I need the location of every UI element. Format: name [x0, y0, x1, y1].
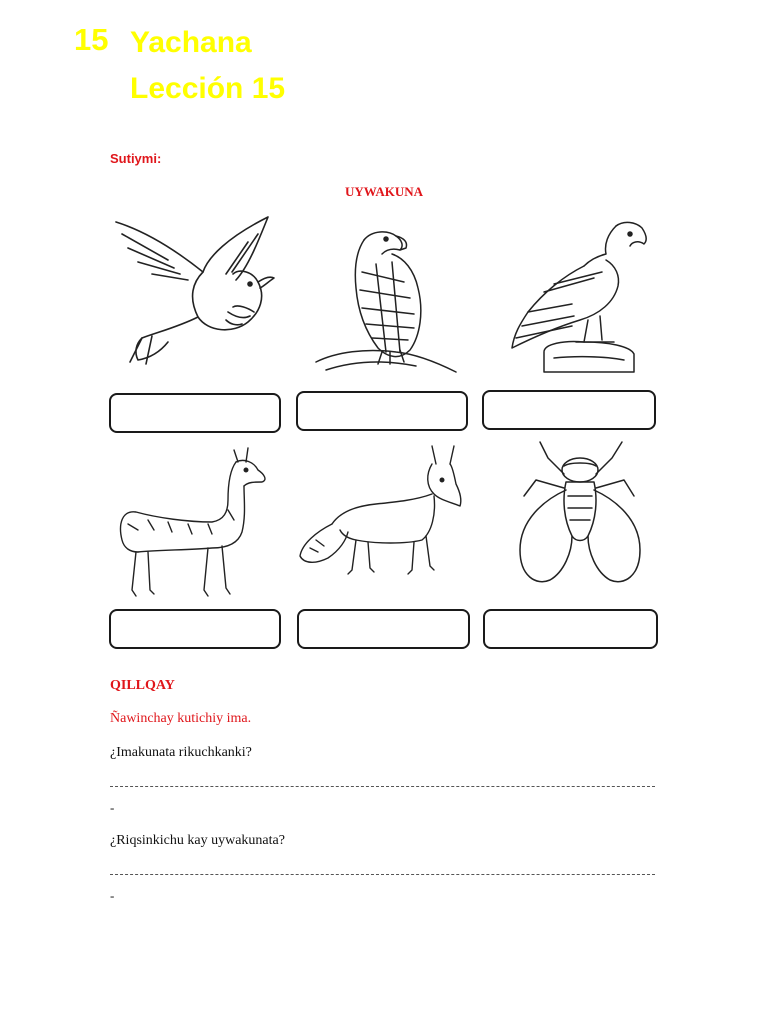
fox-icon: [296, 440, 472, 610]
answer-line-1[interactable]: [110, 786, 655, 787]
answer-box-3[interactable]: [482, 390, 656, 430]
answer-box-1[interactable]: [109, 393, 281, 433]
answer-box-2[interactable]: [296, 391, 468, 431]
answer-line-2[interactable]: [110, 874, 655, 875]
answer-box-6[interactable]: [483, 609, 658, 649]
answer-line-2-tail: -: [110, 888, 115, 903]
llama-icon: [108, 440, 284, 610]
eagle-icon: [296, 212, 472, 382]
answer-box-5[interactable]: [297, 609, 470, 649]
writing-heading: QILLQAY: [110, 678, 175, 693]
fly-icon: [484, 440, 660, 610]
question-1: ¿Imakunata rikuchkanki?: [110, 745, 252, 760]
question-2: ¿Riqsinkichu kay uywakunata?: [110, 833, 285, 848]
answer-line-1-tail: -: [110, 800, 115, 815]
lesson-number: 15: [74, 22, 109, 57]
section-label: Sutiymi:: [110, 151, 162, 166]
dove-icon: [108, 212, 284, 382]
writing-instruction: Ñawinchay kutichiy ima.: [110, 711, 252, 726]
condor-icon: [484, 212, 660, 382]
answer-box-4[interactable]: [109, 609, 281, 649]
page-title: Yachana: [130, 26, 252, 59]
worksheet-title: UYWAKUNA: [345, 184, 423, 199]
page-subtitle: Lección 15: [130, 72, 286, 105]
